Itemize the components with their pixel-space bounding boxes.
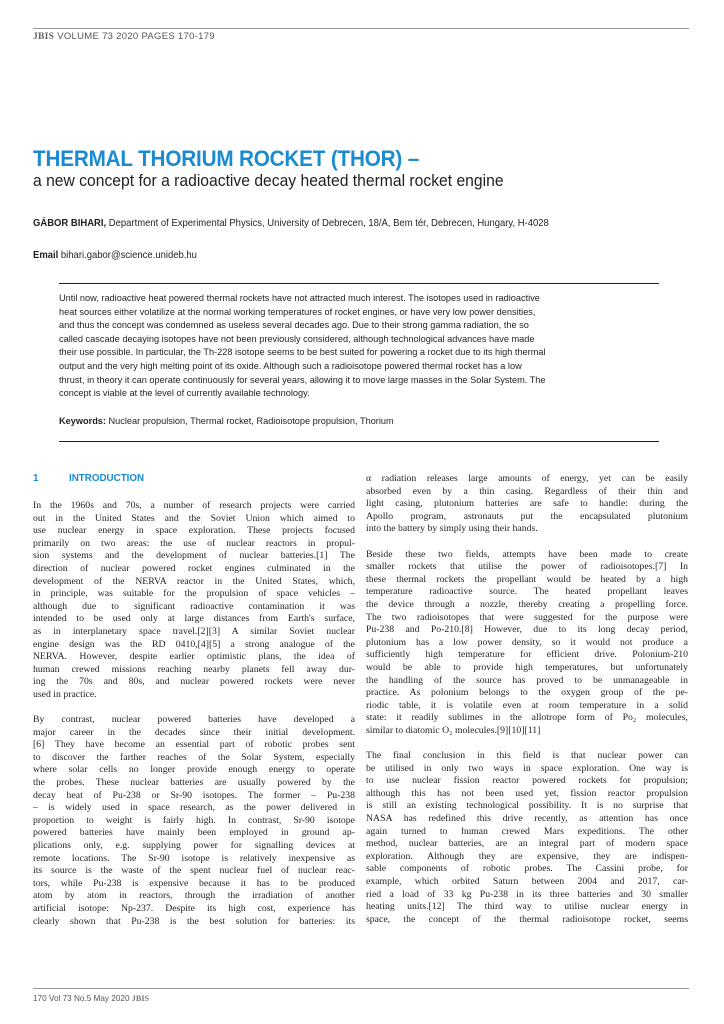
email-line: [33, 250, 197, 261]
body-text-line: Apollo program, astronauts put the encapsulated plutonium: [366, 510, 688, 522]
abstract-bottom-rule: [59, 441, 659, 442]
body-text-line: The two radioisotopes that were suggested for the purpose were: [366, 611, 688, 623]
body-text-line: in principle, was suitable for the propulsion of space vehicles –: [33, 588, 355, 600]
body-text-line: the device through a nozzle, thereby creating a propelling force.: [366, 598, 688, 610]
journal-name: JBIS: [33, 32, 55, 42]
body-text-line: into the battery by simply using their hands.: [366, 523, 538, 535]
body-text-line: state: it readily sublimes in the allotrope form of Po₂ molecules,: [366, 712, 688, 724]
keywords-line: [59, 416, 394, 426]
body-text-line: remote locations. The Sr-90 isotope is relatively inexpensive as: [33, 852, 355, 864]
body-text-line: proportion to weight is fairly high. In contrast, Sr-90 isotope: [33, 814, 355, 826]
body-text-line: light casing, plutonium batteries are safe to handle: during the: [366, 498, 688, 510]
body-text-line: The final conclusion in this field is that nuclear power can: [366, 750, 688, 762]
author-affiliation: Department of Experimental Physics, University of Debrecen, 18/A, Bem tér, Debrecen, Hungary, H-4028: [106, 218, 549, 229]
body-text-line: In the 1960s and 70s, a number of research projects were carried: [33, 500, 355, 511]
body-text-line: be utilised in only two ways in space exploration. One way is: [366, 762, 688, 774]
article-title: THERMAL THORIUM ROCKET (THOR) –: [33, 146, 420, 171]
abstract-line: output and the very high melting point of its oxide. Although such a radioisotope powered thermal rocket has a low: [59, 360, 522, 371]
abstract-line: Until now, radioactive heat powered thermal rockets have not attracted much interest. The isotopes used in radioactive: [59, 293, 540, 303]
abstract-line: concept is viable at the level of currently available technology.: [59, 388, 310, 399]
body-text-line: the probes. These nuclear batteries are usually powered by the: [33, 777, 355, 789]
footer-journal-name: JBIS: [131, 994, 150, 1003]
body-text-line: atom by atom in reactors, through the irradiation of another: [33, 890, 355, 902]
section-title: INTRODUCTION: [69, 473, 145, 484]
body-text-line: By contrast, nuclear powered batteries have developed a: [33, 714, 355, 726]
body-text-line: Pu-238 and Po-210.[8] However, due to its long decay period,: [366, 624, 688, 636]
body-text-line: although due to significant radioactive contamination it was: [33, 600, 355, 612]
author-name: GÁBOR BIHARI,: [33, 218, 107, 229]
body-text-line: its source is the waste of the spent nuclear fuel of nuclear reac-: [33, 865, 355, 877]
abstract-line: thrust, in theory it can operate continuously for several years, allowing it to move large masses in the Solar System. The: [59, 374, 546, 385]
body-text-line: again turned to human crewed Mars expeditions. The other: [366, 825, 688, 837]
body-text-line: Beside these two fields, attempts have been made to create: [366, 548, 688, 560]
body-text-line: sable components of robotic probes. The Cassini probe, for: [366, 863, 688, 875]
keywords-list: Nuclear propulsion, Thermal rocket, Radioisotope propulsion, Thorium: [105, 416, 394, 426]
body-text-line: practice. As polonium belongs to the oxygen group of the pe-: [366, 687, 688, 699]
body-text-line: ing the 70s and 80s, and nuclear powered rockets were never: [33, 676, 355, 688]
body-text-line: direction of nuclear powered rocket engines culminated in the: [33, 562, 355, 574]
abstract: [59, 292, 659, 401]
body-text-line: NERVA. However, despite earlier optimistic plans, the idea of: [33, 651, 355, 663]
body-text-line: major career in the decades since their initial development.: [33, 726, 355, 738]
author-line: [33, 218, 549, 229]
body-text-line: exploration. Although they are expensive, they are indispen-: [366, 850, 688, 862]
body-text-line: engine design was the RD 0410,[4][5] a strong analogue of the: [33, 638, 355, 650]
body-column-right: [366, 473, 688, 926]
paragraph-gap: [33, 702, 355, 715]
body-text-line: temperature radioactive source. The heated propellant leaves: [366, 586, 688, 598]
body-text-line: [6] They have become an essential part of robotic probes sent: [33, 739, 355, 751]
body-text-line: method, nuclear batteries, are an integral part of modern space: [366, 838, 688, 850]
footer-rule: [33, 988, 689, 989]
email-address[interactable]: bihari.gabor@science.unideb.hu: [58, 250, 197, 261]
body-text-line: to discover the farther reaches of the Solar System, especially: [33, 751, 355, 763]
body-text-line: clearly shown that Pu-238 is the best solution for batteries: its: [33, 915, 355, 927]
body-text-line: NASA has redefined this drive recently, as attention has once: [366, 813, 688, 825]
abstract-line: heat sources either volatilize at the normal working temperatures of rocket engines, or have very low power densities,: [59, 306, 536, 317]
body-text-line: plications only, e.g. supplying power for signalling devices at: [33, 840, 355, 852]
article-subtitle: a new concept for a radioactive decay heated thermal rocket engine: [33, 172, 504, 190]
email-label: Email: [33, 250, 59, 261]
body-text-line: heating units.[12] The third way to utilise nuclear energy in: [366, 901, 688, 913]
keywords-label: Keywords:: [59, 416, 106, 426]
body-text-line: human crewed missions reaching nearby planets fell away dur-: [33, 663, 355, 675]
paragraph-gap: [366, 536, 688, 549]
body-text-line: development of the NERVA reactor in the United States, which,: [33, 575, 355, 587]
issue-info: Vol 73 No.5 May 2020: [46, 994, 132, 1003]
body-text-line: α radiation releases large amounts of energy, yet can be easily: [366, 473, 688, 484]
body-text-line: as in interplanetary space travel.[2][3] A similar Soviet nuclear: [33, 625, 355, 637]
abstract-line: and thus the concept was condemned as useless several decades ago. Due to their strong gamma radiation, the so: [59, 320, 529, 331]
body-text-line: tors, while Pu-238 is expensive because it has to be produced: [33, 877, 355, 889]
body-text-line: smaller rockets that utilise the power of radioisotopes.[7] In: [366, 561, 688, 573]
journal-volume-pages: VOLUME 73 2020 PAGES 170-179: [54, 31, 215, 42]
body-text-line: where solar cells no longer provide enough energy to operate: [33, 764, 355, 776]
section-heading: [33, 473, 144, 484]
header-rule: [33, 28, 689, 29]
body-column-left: [33, 500, 355, 928]
body-text-line: used in practice.: [33, 688, 97, 700]
running-header: [33, 31, 215, 42]
body-text-line: ried a load of 33 kg Pu-238 in its three batteries and 30 smaller: [366, 888, 688, 900]
body-text-line: example, which orbited Saturn between 2004 and 2017, car-: [366, 876, 688, 887]
abstract-line: called cascade decaying isotopes have not been previously considered, although technological advances have made: [59, 333, 535, 344]
body-text-line: similar to diatomic O₂ molecules.[9][10][11]: [366, 724, 541, 736]
section-number: 1: [33, 473, 39, 484]
body-text-line: absorbed even by a thin casing. Regardless of their thin and: [366, 485, 688, 497]
body-text-line: would be able to provide high temperatures, but unfortunately: [366, 661, 688, 673]
body-text-line: is still an existing technological possibility. It is no surprise that: [366, 800, 688, 812]
body-text-line: intended to be used only at large distances from Earth's surface,: [33, 613, 355, 625]
body-text-line: use nuclear energy in space exploration. These projects focused: [33, 525, 355, 537]
body-text-line: these thermal rockets the propellant would be heated by a high: [366, 573, 688, 585]
body-text-line: out in the United States and the Soviet Union which aimed to: [33, 512, 355, 524]
body-text-line: powered batteries have mainly been employed in ground ap-: [33, 827, 355, 839]
running-footer: [33, 994, 149, 1003]
body-text-line: – is widely used in space research, as the power delivered in: [33, 802, 355, 814]
body-text-line: to use nuclear fission reactor powered rockets for propulsion;: [366, 775, 688, 787]
abstract-line: their use possible. In particular, the Th-228 isotope seems to be best suited for powering a rocket due to its high thermal: [59, 347, 546, 358]
paragraph-gap: [366, 737, 688, 750]
body-text-line: artificial isotope: Np-237. Despite its high cost, experience has: [33, 903, 355, 914]
body-text-line: sufficiently high temperature for efficient drive. Polonium-210: [366, 649, 688, 661]
body-text-line: primarily on two areas: the use of nuclear reactors in propul-: [33, 537, 355, 549]
page-number: 170: [33, 994, 47, 1003]
body-text-line: although this has not been used yet, fission reactor propulsion: [366, 787, 688, 799]
abstract-top-rule: [59, 283, 659, 284]
body-text-line: the handling of the source has proved to be unmanageable in: [366, 674, 688, 686]
body-text-line: space, the concept of the thermal radioisotope rocket, seems: [366, 913, 688, 925]
body-text-line: plutonium has a low power density, so it would not produce a: [366, 636, 688, 648]
body-text-line: riodic table, it is volatile even at room temperature in a solid: [366, 699, 688, 711]
body-text-line: sion systems and the development of nuclear batteries.[1] The: [33, 550, 355, 562]
body-text-line: decay heat of Pu-238 or Sr-90 isotopes. The former – Pu-238: [33, 789, 355, 801]
